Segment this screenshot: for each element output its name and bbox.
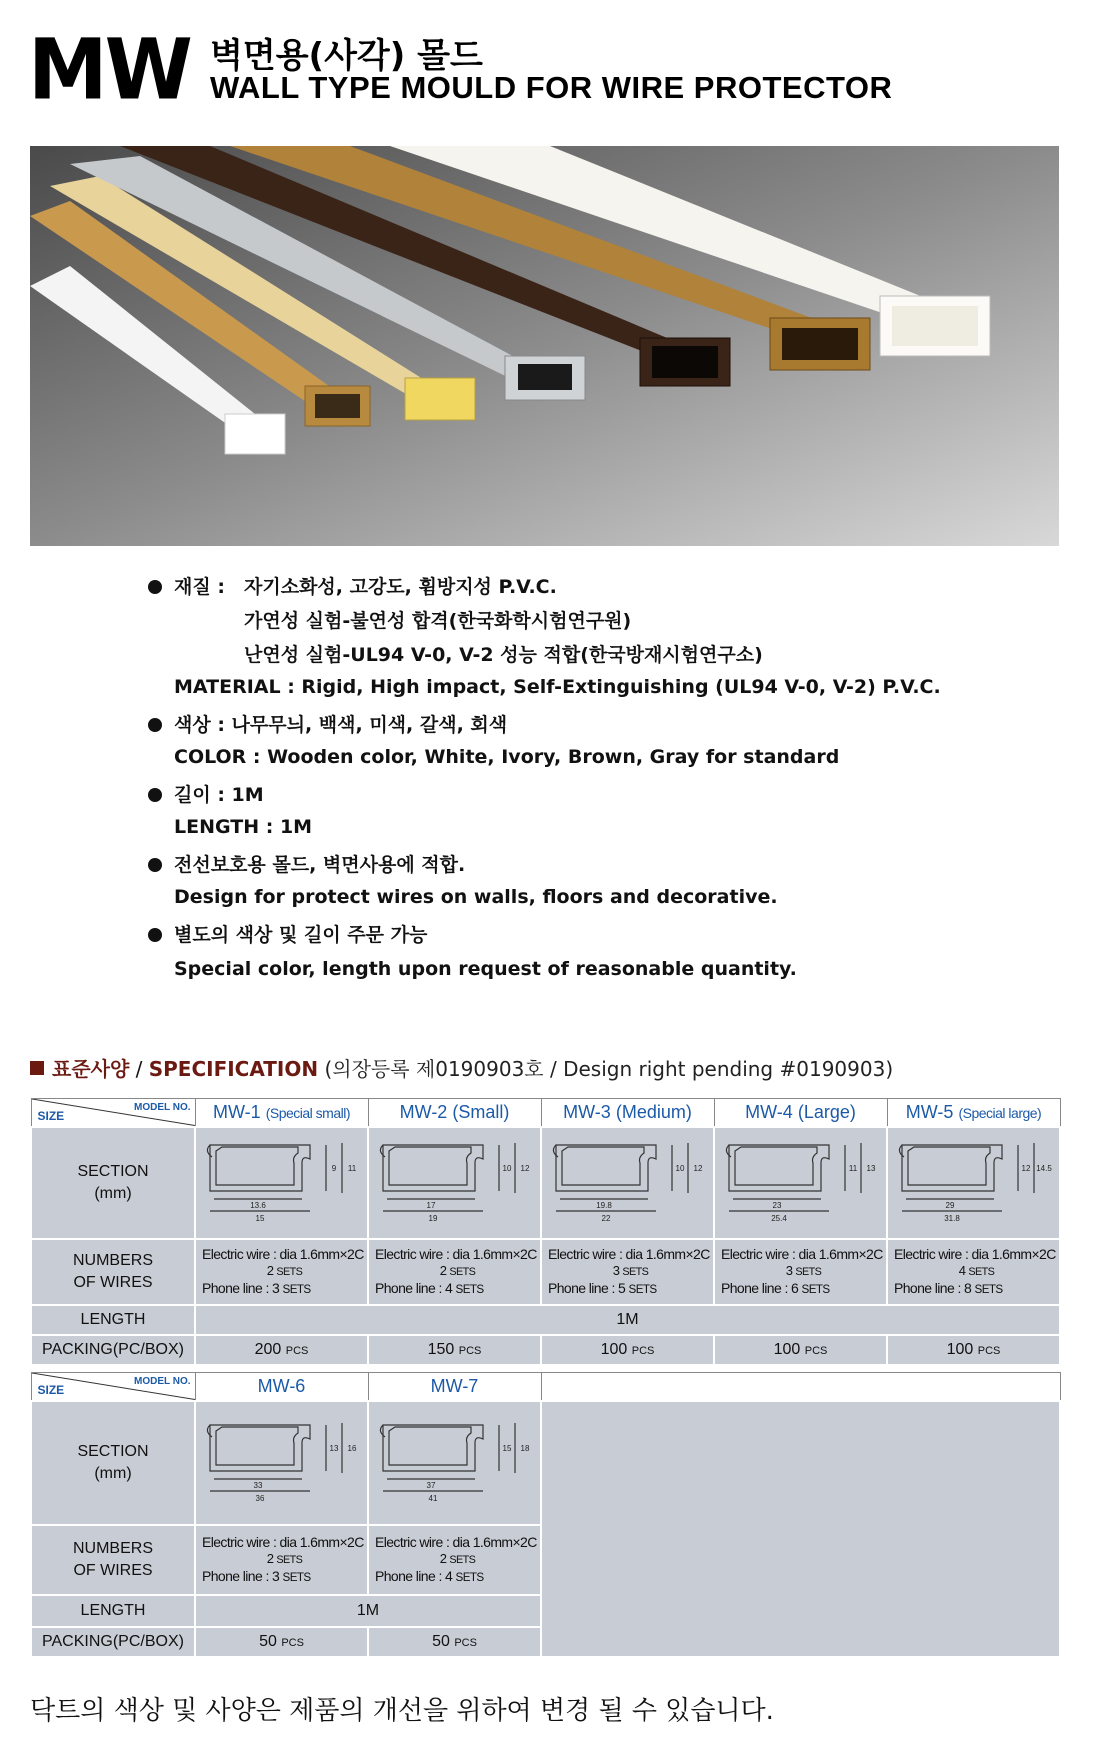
- wires-mw-6: [195, 1525, 368, 1595]
- model-label: MODEL NO.: [134, 1376, 191, 1387]
- electric-sets: 2 SETS: [266, 1263, 303, 1279]
- dim-inner-width: 29: [945, 1200, 954, 1210]
- dim-outer-width: 22: [601, 1213, 610, 1223]
- bullet-icon: [148, 928, 162, 942]
- spec-heading-ko: 표준사양: [52, 1057, 130, 1081]
- duct-section-icon: [548, 1133, 708, 1233]
- packing-label: PACKING(PC/BOX): [31, 1335, 195, 1365]
- dim-outer-width: 19: [428, 1213, 437, 1223]
- packing-row: [31, 1335, 1060, 1365]
- spec-heading-note: (의장등록 제0190903호 / Design right pending #0190903): [318, 1057, 894, 1081]
- size-label: SIZE: [37, 1108, 65, 1123]
- electric-wire-text: Electric wire : dia 1.6mm×2C: [721, 1245, 883, 1262]
- dim-outer-width: 15: [255, 1213, 264, 1223]
- electric-sets: 3 SETS: [785, 1263, 822, 1279]
- color-en: COLOR : Wooden color, White, Ivory, Brown, Gray for standard: [174, 746, 840, 768]
- material-en: MATERIAL : Rigid, High impact, Self-Extinguishing (UL94 V-0, V-2) P.V.C.: [174, 676, 941, 698]
- dim-inner-width: 37: [426, 1480, 435, 1490]
- model-mw-5: MW-5 (Special large): [887, 1099, 1060, 1127]
- bullet-icon: [148, 718, 162, 732]
- model-header-row: [31, 1099, 1060, 1127]
- section-row-2: [31, 1401, 1060, 1525]
- product-photo: [30, 146, 1059, 546]
- wires-mw-4: [714, 1239, 887, 1305]
- wires-mw-3: [541, 1239, 714, 1305]
- section-drawing-mw-1: [195, 1127, 368, 1239]
- page-title-en: WALL TYPE MOULD FOR WIRE PROTECTOR: [210, 70, 893, 105]
- wires-row: [31, 1239, 1060, 1305]
- packing-mw-2: 150 PCS: [368, 1335, 541, 1365]
- electric-sets: 4 SETS: [958, 1263, 995, 1279]
- duct-section-icon: [894, 1133, 1054, 1233]
- dim-inner-height: 11: [848, 1163, 857, 1173]
- electric-sets: 2 SETS: [266, 1551, 303, 1567]
- phone-line-text: Phone line : 8 SETS: [894, 1279, 1003, 1296]
- packing-mw-5: 100 PCS: [887, 1335, 1060, 1365]
- color-ko: 색상 : 나무무늬, 백색, 미색, 갈색, 회색: [174, 714, 508, 736]
- dim-inner-height: 12: [1021, 1163, 1030, 1173]
- square-bullet-icon: [30, 1061, 44, 1075]
- duct-section-icon: [375, 1413, 535, 1513]
- wires-mw-5: [887, 1239, 1060, 1305]
- model-label: MODEL NO.: [134, 1102, 191, 1113]
- section-drawing-mw-4: [714, 1127, 887, 1239]
- section-drawing-mw-5: [887, 1127, 1060, 1239]
- duct-section-icon: [202, 1133, 362, 1233]
- packing-mw-6: 50 PCS: [195, 1627, 368, 1657]
- length-ko: 길이 : 1M: [174, 784, 264, 806]
- packing-mw-1: 200 PCS: [195, 1335, 368, 1365]
- dim-outer-height: 11: [347, 1163, 356, 1173]
- material-ko-1: 자기소화성, 고강도, 휨방지성 P.V.C.: [244, 576, 557, 598]
- electric-wire-text: Electric wire : dia 1.6mm×2C: [375, 1245, 537, 1262]
- model-mw-4: MW-4 (Large): [714, 1099, 887, 1127]
- brand-logo: MW: [28, 20, 190, 119]
- dim-inner-height: 10: [675, 1163, 684, 1173]
- phone-line-text: Phone line : 5 SETS: [548, 1279, 657, 1296]
- dim-outer-height: 14.5: [1035, 1163, 1052, 1173]
- page-title-ko: 벽면용(사각) 몰드: [210, 36, 483, 76]
- material-ko-label: 재질 :: [174, 576, 225, 598]
- section-drawing-mw-7: [368, 1401, 541, 1525]
- electric-wire-text: Electric wire : dia 1.6mm×2C: [548, 1245, 710, 1262]
- packing-mw-4: 100 PCS: [714, 1335, 887, 1365]
- section-drawing-mw-3: [541, 1127, 714, 1239]
- length-row: [31, 1305, 1060, 1335]
- phone-line-text: Phone line : 6 SETS: [721, 1279, 830, 1296]
- phone-line-text: Phone line : 4 SETS: [375, 1567, 484, 1584]
- dim-inner-height: 15: [502, 1443, 511, 1453]
- model-mw-1: MW-1 (Special small): [195, 1099, 368, 1127]
- use-ko: 전선보호용 몰드, 벽면사용에 적합.: [174, 854, 466, 876]
- special-ko: 별도의 색상 및 길이 주문 가능: [174, 924, 428, 946]
- spec-table-1: [30, 1098, 1061, 1366]
- dim-outer-width: 41: [428, 1493, 437, 1503]
- bullet-icon: [148, 858, 162, 872]
- wires-mw-2: [368, 1239, 541, 1305]
- section-label-2: SECTION (mm): [31, 1401, 195, 1525]
- dim-inner-height: 9: [331, 1163, 336, 1173]
- model-mw-7: MW-7: [368, 1373, 541, 1401]
- wires-label-2: NUMBERS OF WIRES: [31, 1525, 195, 1595]
- phone-line-text: Phone line : 4 SETS: [375, 1279, 484, 1296]
- length-en: LENGTH : 1M: [174, 816, 313, 838]
- dim-inner-height: 10: [502, 1163, 511, 1173]
- dim-inner-width: 19.8: [595, 1200, 612, 1210]
- dim-inner-height: 13: [329, 1443, 338, 1453]
- electric-wire-text: Electric wire : dia 1.6mm×2C: [202, 1533, 364, 1550]
- model-mw-6: MW-6: [195, 1373, 368, 1401]
- section-drawing-mw-2: [368, 1127, 541, 1239]
- dim-outer-height: 16: [347, 1443, 356, 1453]
- dim-inner-width: 23: [772, 1200, 781, 1210]
- dim-outer-height: 18: [520, 1443, 529, 1453]
- dim-inner-width: 13.6: [249, 1200, 266, 1210]
- electric-sets: 3 SETS: [612, 1263, 649, 1279]
- phone-line-text: Phone line : 3 SETS: [202, 1279, 311, 1296]
- size-label: SIZE: [37, 1382, 65, 1397]
- packing-mw-3: 100 PCS: [541, 1335, 714, 1365]
- dim-outer-width: 31.8: [943, 1213, 960, 1223]
- empty-area: [541, 1401, 1060, 1657]
- wires-mw-7: [368, 1525, 541, 1595]
- model-mw-3: MW-3 (Medium): [541, 1099, 714, 1127]
- wires-mw-1: [195, 1239, 368, 1305]
- bullet-icon: [148, 788, 162, 802]
- footer-note: 닥트의 색상 및 사양은 제품의 개선을 위하여 변경 될 수 있습니다.: [30, 1696, 774, 1726]
- dim-outer-height: 12: [693, 1163, 702, 1173]
- model-header-row-2: [31, 1373, 1060, 1401]
- duct-section-icon: [202, 1413, 362, 1513]
- dim-outer-width: 36: [255, 1493, 264, 1503]
- length-label-2: LENGTH: [31, 1595, 195, 1627]
- dim-inner-width: 33: [253, 1480, 262, 1490]
- special-en: Special color, length upon request of reasonable quantity.: [174, 958, 797, 980]
- header-blank: [541, 1373, 1060, 1401]
- model-mw-2: MW-2 (Small): [368, 1099, 541, 1127]
- product-photo-illustration: [30, 146, 1059, 546]
- spec-heading-en: SPECIFICATION: [148, 1057, 319, 1081]
- bullet-icon: [148, 580, 162, 594]
- spec-heading-sep: /: [129, 1057, 149, 1081]
- section-row: [31, 1127, 1060, 1239]
- dim-outer-width: 25.4: [770, 1213, 787, 1223]
- length-label: LENGTH: [31, 1305, 195, 1335]
- electric-sets: 2 SETS: [439, 1551, 476, 1567]
- electric-wire-text: Electric wire : dia 1.6mm×2C: [375, 1533, 537, 1550]
- duct-section-icon: [375, 1133, 535, 1233]
- use-en: Design for protect wires on walls, floors and decorative.: [174, 886, 778, 908]
- length-value: 1M: [195, 1305, 1060, 1335]
- material-ko-3: 난연성 실험-UL94 V-0, V-2 성능 적합(한국방재시험연구소): [244, 644, 763, 666]
- spec-table-2: [30, 1372, 1061, 1658]
- electric-wire-text: Electric wire : dia 1.6mm×2C: [202, 1245, 364, 1262]
- length-value-2: 1M: [195, 1595, 541, 1627]
- duct-section-icon: [721, 1133, 881, 1233]
- size-model-corner-2: [31, 1373, 195, 1401]
- size-model-corner: [31, 1099, 195, 1127]
- electric-wire-text: Electric wire : dia 1.6mm×2C: [894, 1245, 1056, 1262]
- section-drawing-mw-6: [195, 1401, 368, 1525]
- dim-inner-width: 17: [426, 1200, 435, 1210]
- packing-mw-7: 50 PCS: [368, 1627, 541, 1657]
- dim-outer-height: 12: [520, 1163, 529, 1173]
- phone-line-text: Phone line : 3 SETS: [202, 1567, 311, 1584]
- material-ko-2: 가연성 실험-불연성 합격(한국화학시험연구원): [244, 610, 632, 632]
- section-label: SECTION (mm): [31, 1127, 195, 1239]
- spec-heading: [30, 1053, 893, 1082]
- dim-outer-height: 13: [866, 1163, 875, 1173]
- wires-label: NUMBERS OF WIRES: [31, 1239, 195, 1305]
- electric-sets: 2 SETS: [439, 1263, 476, 1279]
- packing-label-2: PACKING(PC/BOX): [31, 1627, 195, 1657]
